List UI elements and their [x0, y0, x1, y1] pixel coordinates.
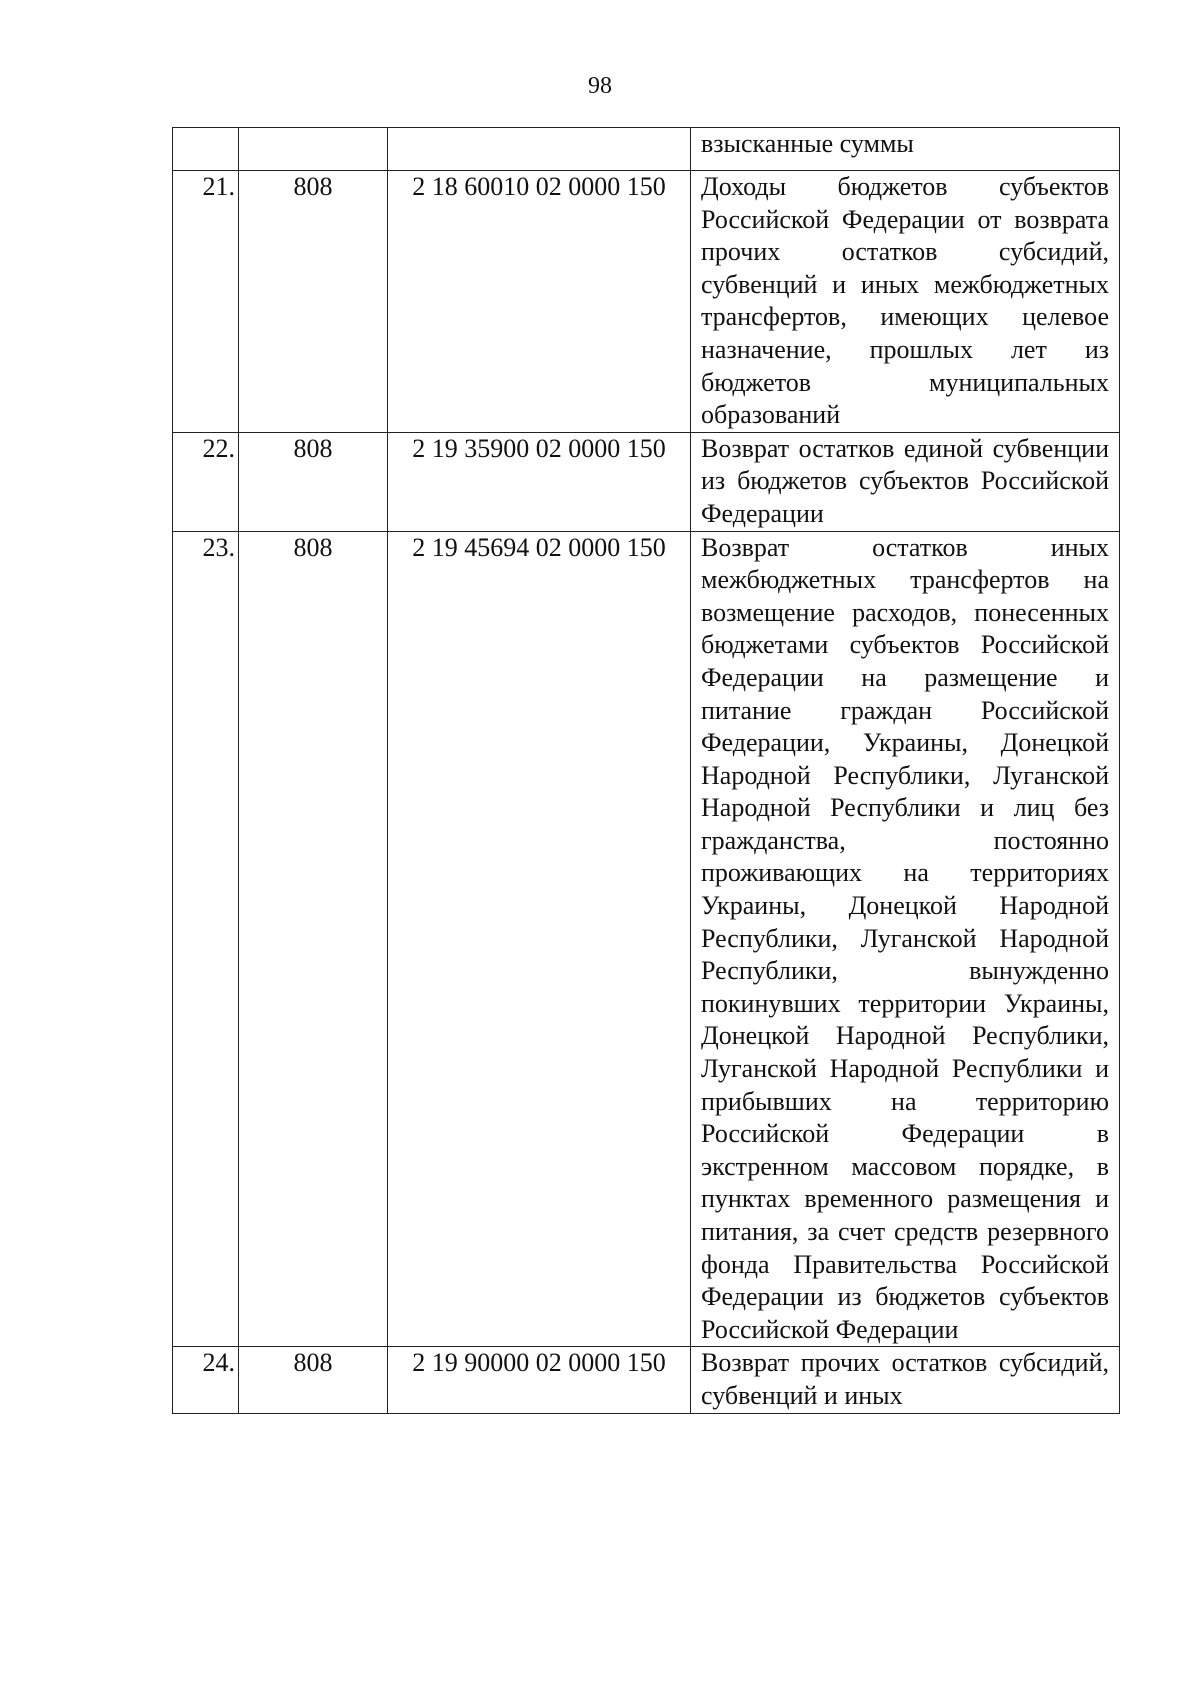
- row-number: 21.: [173, 171, 239, 433]
- admin-code: [239, 128, 388, 171]
- table-row: [173, 171, 1120, 433]
- table-row-continuation: [173, 128, 1120, 171]
- kbk-code: 2 19 90000 02 0000 150: [388, 1347, 691, 1413]
- income-name: Возврат остатков единой субвенции из бюджетов субъектов Российской Федерации: [691, 432, 1120, 531]
- table-row: [173, 531, 1120, 1347]
- kbk-code: 2 19 45694 02 0000 150: [388, 531, 691, 1347]
- row-number: 23.: [173, 531, 239, 1347]
- table-row: [173, 432, 1120, 531]
- row-number: [173, 128, 239, 171]
- income-name: Возврат прочих остатков субсидий, субвенций и иных: [691, 1347, 1120, 1413]
- admin-code: 808: [239, 432, 388, 531]
- income-name: Доходы бюджетов субъектов Российской Федерации от возврата прочих остатков субсидий, субвенций и иных межбюджетных трансфертов, имеющих целевое назначение, прошлых лет из бюджетов муниципальных образований: [691, 171, 1120, 433]
- page-number: 98: [588, 73, 612, 99]
- income-name: взысканные суммы: [691, 128, 1120, 171]
- row-number: 22.: [173, 432, 239, 531]
- kbk-code: [388, 128, 691, 171]
- table-row: [173, 1347, 1120, 1413]
- kbk-code: 2 18 60010 02 0000 150: [388, 171, 691, 433]
- row-number: 24.: [173, 1347, 239, 1413]
- income-name: Возврат остатков иных межбюджетных трансфертов на возмещение расходов, понесенных бюджетами субъектов Российской Федерации на размещение и питание граждан Российской Федерации, Украины, Донецкой Народной Республики, Луганской Народной Республики и лиц без гражданства, постоянно проживающих на территориях Украины, Донецкой Народной Республики, Луганской Народной Республики, вынужденно покинувших территории Украины, Донецкой Народной Республики, Луганской Народной Республики и прибывших на территорию Российской Федерации в экстренном массовом порядке, в пунктах временного размещения и питания, за счет средств резервного фонда Правительства Российской Федерации из бюджетов субъектов Российской Федерации: [691, 531, 1120, 1347]
- budget-code-table: [172, 127, 1120, 1414]
- admin-code: 808: [239, 1347, 388, 1413]
- kbk-code: 2 19 35900 02 0000 150: [388, 432, 691, 531]
- admin-code: 808: [239, 531, 388, 1347]
- admin-code: 808: [239, 171, 388, 433]
